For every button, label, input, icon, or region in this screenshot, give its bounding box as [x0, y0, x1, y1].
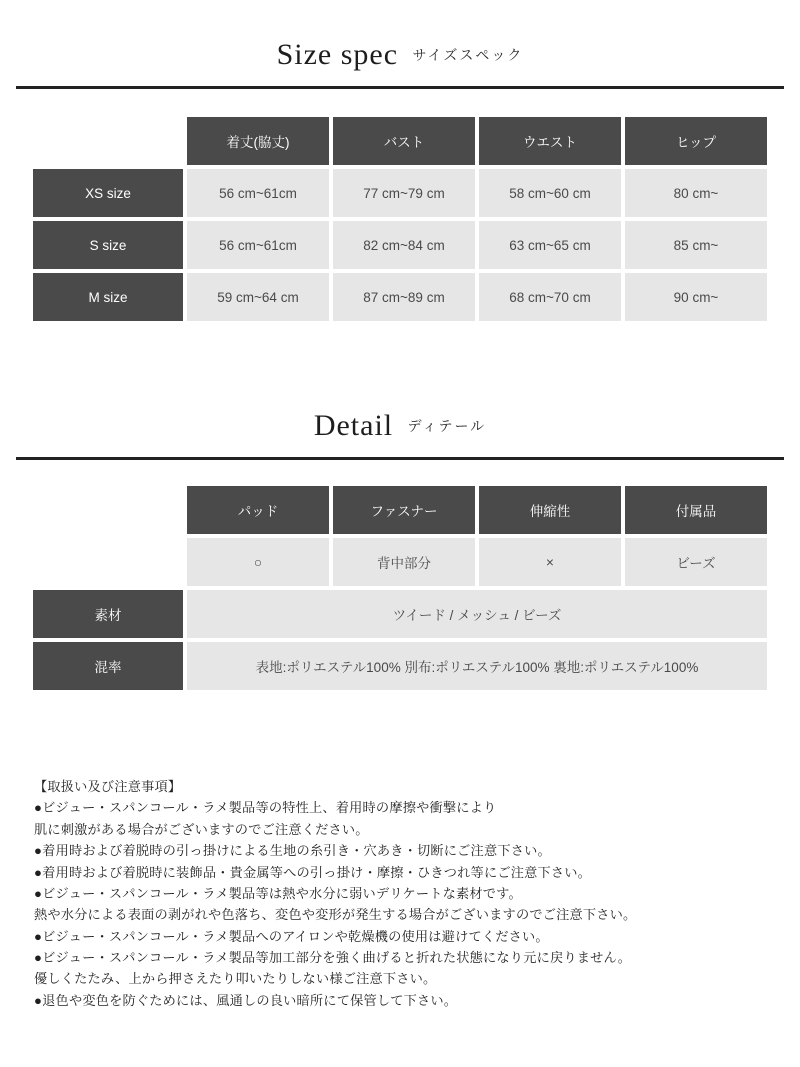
- size-cell-m-length: 59 cm~64 cm: [187, 273, 329, 321]
- size-spec-heading-jp: サイズスペック: [412, 47, 524, 63]
- table-row: [33, 273, 767, 321]
- care-note-line: 優しくたたみ、上から押さえたり叩いたりしない様ご注意下さい。: [34, 971, 437, 987]
- size-cell-s-length: 56 cm~61cm: [187, 221, 329, 269]
- detail-table-col-pad: パッド: [187, 486, 329, 534]
- table-header-row: [33, 486, 767, 534]
- size-cell-s-hip: 85 cm~: [625, 221, 767, 269]
- size-cell-xs-waist: 58 cm~60 cm: [479, 169, 621, 217]
- size-spec-divider: [16, 86, 784, 89]
- detail-cell-zipper: 背中部分: [333, 538, 475, 586]
- care-note-line: ●退色や変色を防ぐためには、風通しの良い暗所にて保管して下さい。: [34, 992, 458, 1008]
- size-spec-table: [29, 113, 771, 325]
- table-row: [33, 590, 767, 638]
- detail-cell-pad: ○: [187, 538, 329, 586]
- table-row: [33, 221, 767, 269]
- size-cell-xs-length: 56 cm~61cm: [187, 169, 329, 217]
- size-table-corner-cell: [33, 117, 183, 165]
- detail-cell-material-value: ツイード / メッシュ / ビーズ: [187, 590, 767, 638]
- care-note-line: ●着用時および着脱時に装飾品・貴金属等への引っ掛け・摩擦・ひきつれ等にご注意下さい。: [34, 864, 592, 880]
- table-row: [33, 642, 767, 690]
- detail-table-corner-cell: [33, 486, 183, 534]
- size-table-col-bust: バスト: [333, 117, 475, 165]
- table-row: [33, 538, 767, 586]
- detail-cell-accessory: ビーズ: [625, 538, 767, 586]
- size-spec-heading: [0, 0, 800, 72]
- care-note-line: ●着用時および着脱時の引っ掛けによる生地の糸引き・穴あき・切断にご注意下さい。: [34, 843, 551, 859]
- care-notes: [34, 776, 774, 1011]
- size-row-label-xs: XS size: [33, 169, 183, 217]
- care-note-line: ●ビジュー・スパンコール・ラメ製品等の特性上、着用時の摩擦や衝撃により: [34, 800, 497, 816]
- size-cell-m-bust: 87 cm~89 cm: [333, 273, 475, 321]
- table-header-row: [33, 117, 767, 165]
- size-cell-s-waist: 63 cm~65 cm: [479, 221, 621, 269]
- care-note-line: 肌に刺激がある場合がございますのでご注意ください。: [34, 821, 369, 837]
- size-cell-xs-hip: 80 cm~: [625, 169, 767, 217]
- size-table-col-waist: ウエスト: [479, 117, 621, 165]
- size-table-col-hip: ヒップ: [625, 117, 767, 165]
- detail-divider: [16, 457, 784, 460]
- size-row-label-s: S size: [33, 221, 183, 269]
- detail-heading: [0, 371, 800, 443]
- detail-spec-row-label: [33, 538, 183, 586]
- care-note-line: ●ビジュー・スパンコール・ラメ製品へのアイロンや乾燥機の使用は避けてください。: [34, 928, 549, 944]
- detail-heading-en: Detail: [313, 409, 394, 442]
- detail-row-label-composition: 混率: [33, 642, 183, 690]
- detail-cell-composition-value: 表地:ポリエステル100% 別布:ポリエステル100% 裏地:ポリエステル100%: [187, 642, 767, 690]
- care-note-line: 熱や水分による表面の剥がれや色落ち、変色や変形が発生する場合がございますのでご注意下さい。: [34, 907, 637, 923]
- detail-table-col-stretch: 伸縮性: [479, 486, 621, 534]
- size-spec-heading-en: Size spec: [276, 38, 399, 71]
- detail-table-col-zipper: ファスナー: [333, 486, 475, 534]
- size-table-col-length: 着丈(脇丈): [187, 117, 329, 165]
- detail-table-col-accessory: 付属品: [625, 486, 767, 534]
- care-note-line: ●ビジュー・スパンコール・ラメ製品等加工部分を強く曲げると折れた状態になり元に戻りません。: [34, 950, 632, 965]
- size-cell-m-waist: 68 cm~70 cm: [479, 273, 621, 321]
- size-row-label-m: M size: [33, 273, 183, 321]
- size-cell-s-bust: 82 cm~84 cm: [333, 221, 475, 269]
- detail-cell-stretch: ×: [479, 538, 621, 586]
- detail-table: [29, 482, 771, 694]
- care-notes-title: 【取扱い及び注意事項】: [34, 779, 182, 794]
- size-cell-xs-bust: 77 cm~79 cm: [333, 169, 475, 217]
- size-cell-m-hip: 90 cm~: [625, 273, 767, 321]
- detail-heading-jp: ディテール: [407, 418, 487, 434]
- care-note-line: ●ビジュー・スパンコール・ラメ製品等は熱や水分に弱いデリケートな素材です。: [34, 885, 522, 901]
- table-row: [33, 169, 767, 217]
- detail-row-label-material: 素材: [33, 590, 183, 638]
